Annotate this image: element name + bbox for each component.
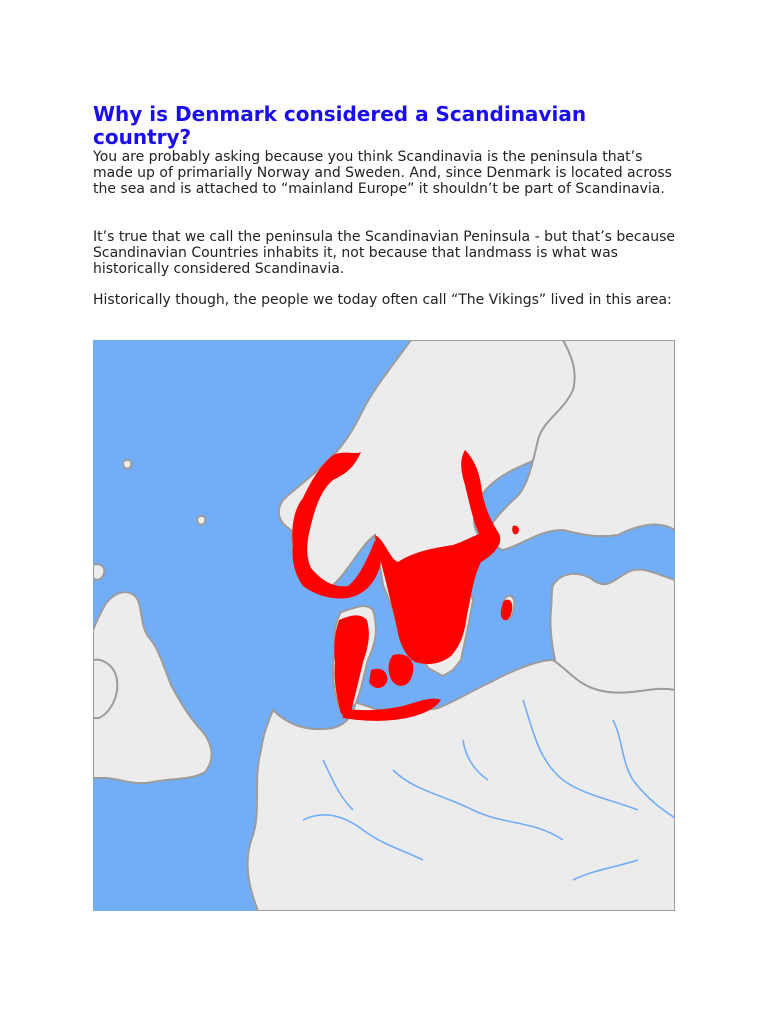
article-title: Why is Denmark considered a Scandinavian country? [93, 102, 587, 149]
paragraph-2: It’s true that we call the peninsula the Scandinavian Peninsula - but that’s because Scandinavian Countries inhabits it, not because that landmass is what was historically considered Scandinavia. [93, 229, 675, 277]
viking-region-map [93, 340, 675, 911]
paragraph-3: Historically though, the people we today often call “The Vikings” lived in this area: [93, 292, 672, 308]
paragraph-1: You are probably asking because you think Scandinavia is the peninsula that’s made up of primarially Norway and Sweden. And, since Denmark is located across the sea and is attached to “mainland Europe” it shouldn’t be part of Scandinavia. [93, 149, 672, 197]
